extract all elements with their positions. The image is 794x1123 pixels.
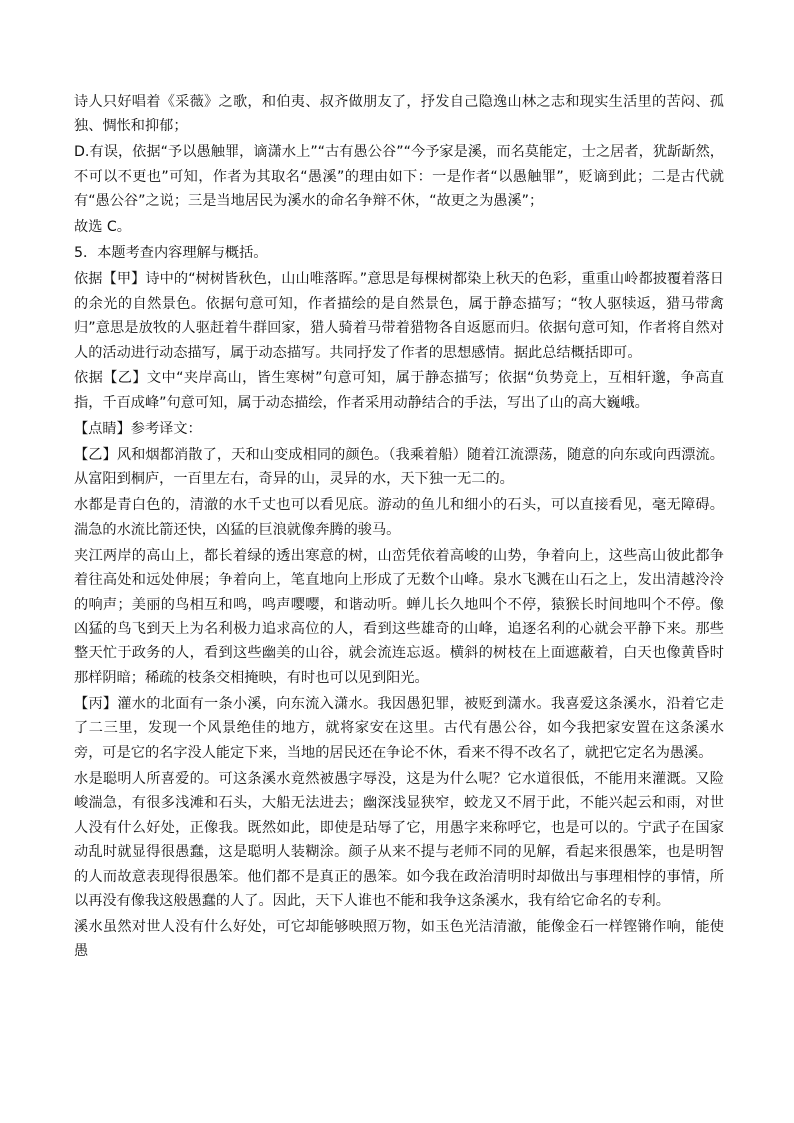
paragraph-6: 依据【乙】文中“夹岸高山，皆生寒树”句意可知，属于静态描写；依据“负势竞上，互相轩邈，争高直指，千百成峰”句意可知，属于动态描绘，作者采用动静结合的手法，写出了山的高大巍峨。 [74,370,724,411]
paragraph-7: 【点睛】参考译文： [74,420,202,437]
paragraph-13: 溪水虽然对世人没有什么好处，可它却能够映照万物，如玉色光洁清澈，能像金石一样铿锵作响，能使愚 [74,918,724,960]
paragraph-2: D.有误，依据“予以愚触罪，谪潇水上”“古有愚公谷”“今予家是溪，而名莫能定，士之居者，犹龂龂然，不可以不更也”可知，作者为其取名“愚溪”的理由如下：一是作者“以愚触罪”，贬谪到此；二是古代就有“愚公谷”之说；三是当地居民为溪水的命名争辩不休，“故更之为愚溪”； [74,144,724,210]
paragraph-8: 【乙】风和烟都消散了，天和山变成相同的颜色。（我乘着船）随着江流漂荡，随意的向东或向西漂流。从富阳到桐庐，一百里左右，奇异的山，灵异的水，天下独一无二的。 [74,446,724,488]
paragraph-4: 5．本题考查内容理解与概括。 [74,245,268,262]
paragraph-12: 水是聪明人所喜爱的。可这条溪水竟然被愚字辱没，这是为什么呢？它水道很低，不能用来灌溉。又险峻湍急，有很多浅滩和石头，大船无法进去；幽深浅显狭窄，蛟龙又不屑于此，不能兴起云和雨，对世人没有什么好处，正像我。既然如此，即使是玷辱了它，用愚字来称呼它，也是可以的。宁武子在国家动乱时就显得很愚蠢，这是聪明人装糊涂。颜子从来不提与老师不同的见解，看起来很愚笨，也是明智的人而故意表现得很愚笨。他们都不是真正的愚笨。如今我在政治清明时却做出与事理相悖的事情，所以再没有像我这般愚蠢的人了。因此，天下人谁也不能和我争这条溪水，我有给它命名的专利。 [74,770,724,909]
paragraph-1: 诗人只好唱着《采薇》之歌，和伯夷、叔齐做朋友了，抒发自己隐逸山林之志和现实生活里的苦闷、孤独、惆怅和抑郁； [74,94,724,135]
paragraph-11: 【丙】灌水的北面有一条小溪，向东流入潇水。我因愚犯罪，被贬到潇水。我喜爱这条溪水，沿着它走了二三里，发现一个风景绝佳的地方，就将家安在这里。古代有愚公谷，如今我把家安置在这条溪水旁，可是它的名字没人能定下来，当地的居民还在争论不休，看来不得不改名了，就把它定名为愚溪。 [74,695,724,761]
document-page [74,90,724,964]
paragraph-5: 依据【甲】诗中的“树树皆秋色，山山唯落晖。”意思是每棵树都染上秋天的色彩，重重山岭都披覆着落日的余光的自然景色。依据句意可知，作者描绘的是自然景色，属于静态描写；“牧人驱犊返，猎马带禽归”意思是放牧的人驱赶着牛群回家，猎人骑着马带着猎物各自返愿而归。依据句意可知，作者将自然对人的活动进行动态描写，属于动态描写。共同抒发了作者的思想感情。据此总结概括即可。 [74,271,724,361]
paragraph-3: 故选 C。 [74,219,131,236]
paragraph-9: 水都是青白色的，清澈的水千丈也可以看见底。游动的鱼儿和细小的石头，可以直接看见，毫无障碍。湍急的水流比箭还快，凶猛的巨浪就像奔腾的骏马。 [74,497,724,538]
paragraph-10: 夹江两岸的高山上，都长着绿的透出寒意的树，山峦凭依着高峻的山势，争着向上，这些高山彼此都争着往高处和远处伸展；争着向上，笔直地向上形成了无数个山峰。泉水飞溅在山石之上，发出清越泠泠的响声；美丽的鸟相互和鸣，鸣声嘤嘤，和谐动听。蝉儿长久地叫个不停，猿猴长时间地叫个不停。像凶猛的鸟飞到天上为名利极力追求高位的人，看到这些雄奇的山峰，追逐名利的心就会平静下来。那些整天忙于政务的人，看到这些幽美的山谷，就会流连忘返。横斜的树枝在上面遮蔽着，白天也像黄昏时那样阴暗；稀疏的枝条交相掩映，有时也可以见到阳光。 [74,547,724,686]
